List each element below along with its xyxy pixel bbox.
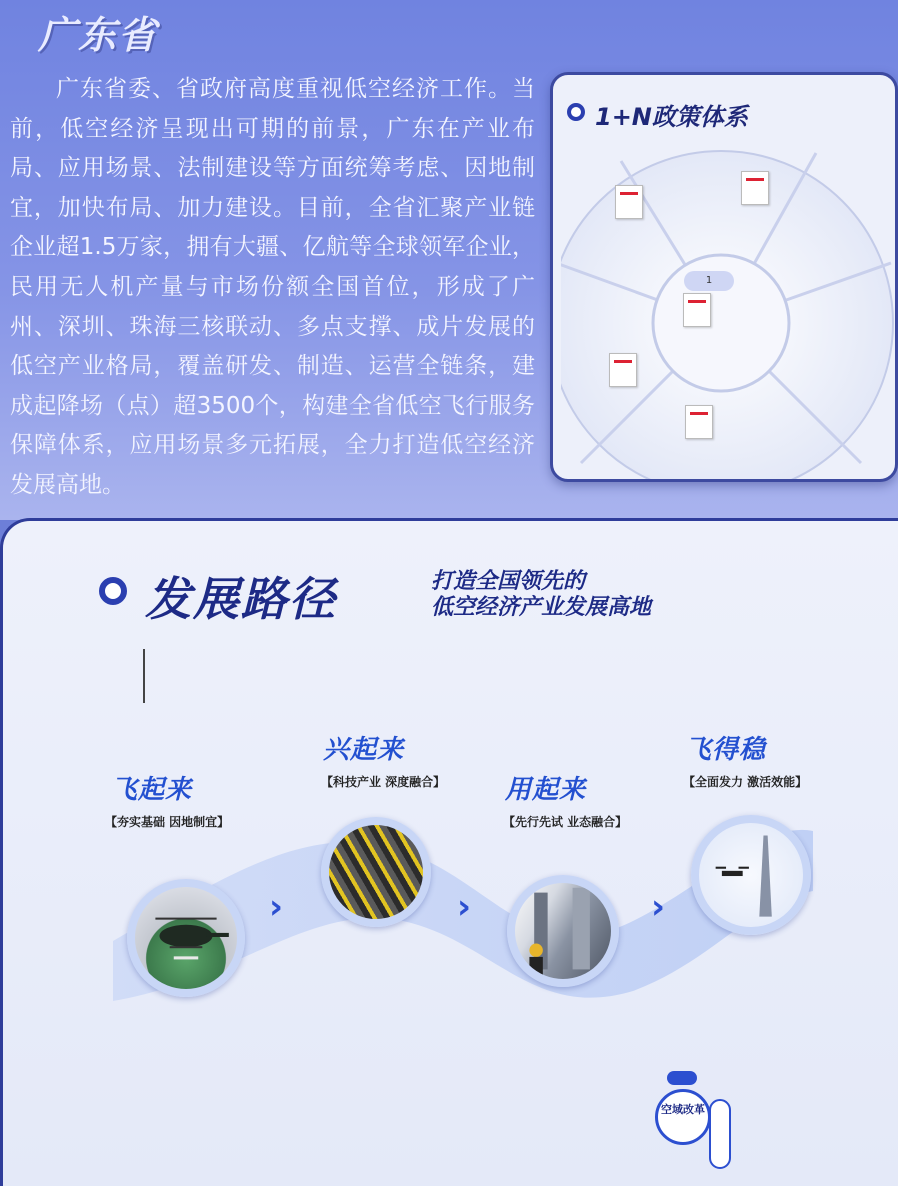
policy-doc-icon xyxy=(683,293,711,327)
policy-doc-icon xyxy=(615,185,643,219)
development-subtitle-line1: 打造全国领先的 xyxy=(431,569,586,594)
policy-doc-icon xyxy=(685,405,713,439)
chevron-right-icon: › xyxy=(651,887,666,927)
airspace-reform-diagram xyxy=(647,1069,877,1179)
development-path-panel xyxy=(0,518,898,1186)
stage-3-title: 用起来 xyxy=(505,775,587,805)
stage-3-tag: 【先行先试 业态融合】 xyxy=(503,815,628,829)
policy-center-number: 1 xyxy=(684,271,734,291)
airspace-reform-circle: 空域改革 xyxy=(655,1089,711,1145)
stage-4-title: 飞得稳 xyxy=(685,735,767,765)
helicopter-photo xyxy=(127,879,245,997)
drone-tower-icon xyxy=(699,823,803,927)
factory-robots-photo xyxy=(321,817,431,927)
stage-1-title: 飞起来 xyxy=(111,775,193,805)
stage-2-tag: 【科技产业 深度融合】 xyxy=(321,775,446,789)
policy-system-title: 1+N政策体系 xyxy=(595,103,748,131)
ring-bullet-icon xyxy=(99,577,127,605)
stage-2-title: 兴起来 xyxy=(323,735,405,765)
policy-system-card xyxy=(550,72,898,482)
helicopter-icon xyxy=(135,887,237,989)
province-intro-panel xyxy=(0,0,898,520)
development-description xyxy=(143,649,573,703)
province-title: 广东省 xyxy=(38,13,159,57)
ring-bullet-icon xyxy=(567,103,585,121)
stage-1-tag: 【夯实基础 因地制宜】 xyxy=(105,815,230,829)
reform-pill xyxy=(709,1099,731,1169)
policy-doc-icon xyxy=(741,171,769,205)
canton-tower-drone-photo xyxy=(691,815,811,935)
worker-icon xyxy=(515,883,611,979)
chevron-right-icon: › xyxy=(457,887,472,927)
chevron-right-icon: › xyxy=(269,887,284,927)
policy-doc-icon xyxy=(609,353,637,387)
reform-tag xyxy=(667,1071,697,1085)
development-subtitle xyxy=(431,569,731,621)
delivery-worker-photo xyxy=(507,875,619,987)
policy-wheel-diagram xyxy=(561,133,898,482)
development-title: 发展路径 xyxy=(145,572,337,626)
stage-4-tag: 【全面发力 激活效能】 xyxy=(683,775,808,789)
province-intro-text: 广东省委、省政府高度重视低空经济工作。当前，低空经济呈现出可期的前景，广东在产业布局、应用场景、法制建设等方面统筹考虑、因地制宜，加快布局、加力建设。目前，全省汇聚产业链企业超1.5万家，拥有大疆、亿航等全球领军企业，民用无人机产量与市场份额全国首位，形成了广州、深圳、珠海三核联动、多点支撑、成片发展的低空产业格局，覆盖研发、制造、运营全链条，建成起降场（点）超3500个，构建全省低空飞行服务保障体系，应用场景多元拓展，全力打造低空经济发展高地。 xyxy=(10,76,535,498)
development-subtitle-line2: 低空经济产业发展高地 xyxy=(431,595,652,620)
